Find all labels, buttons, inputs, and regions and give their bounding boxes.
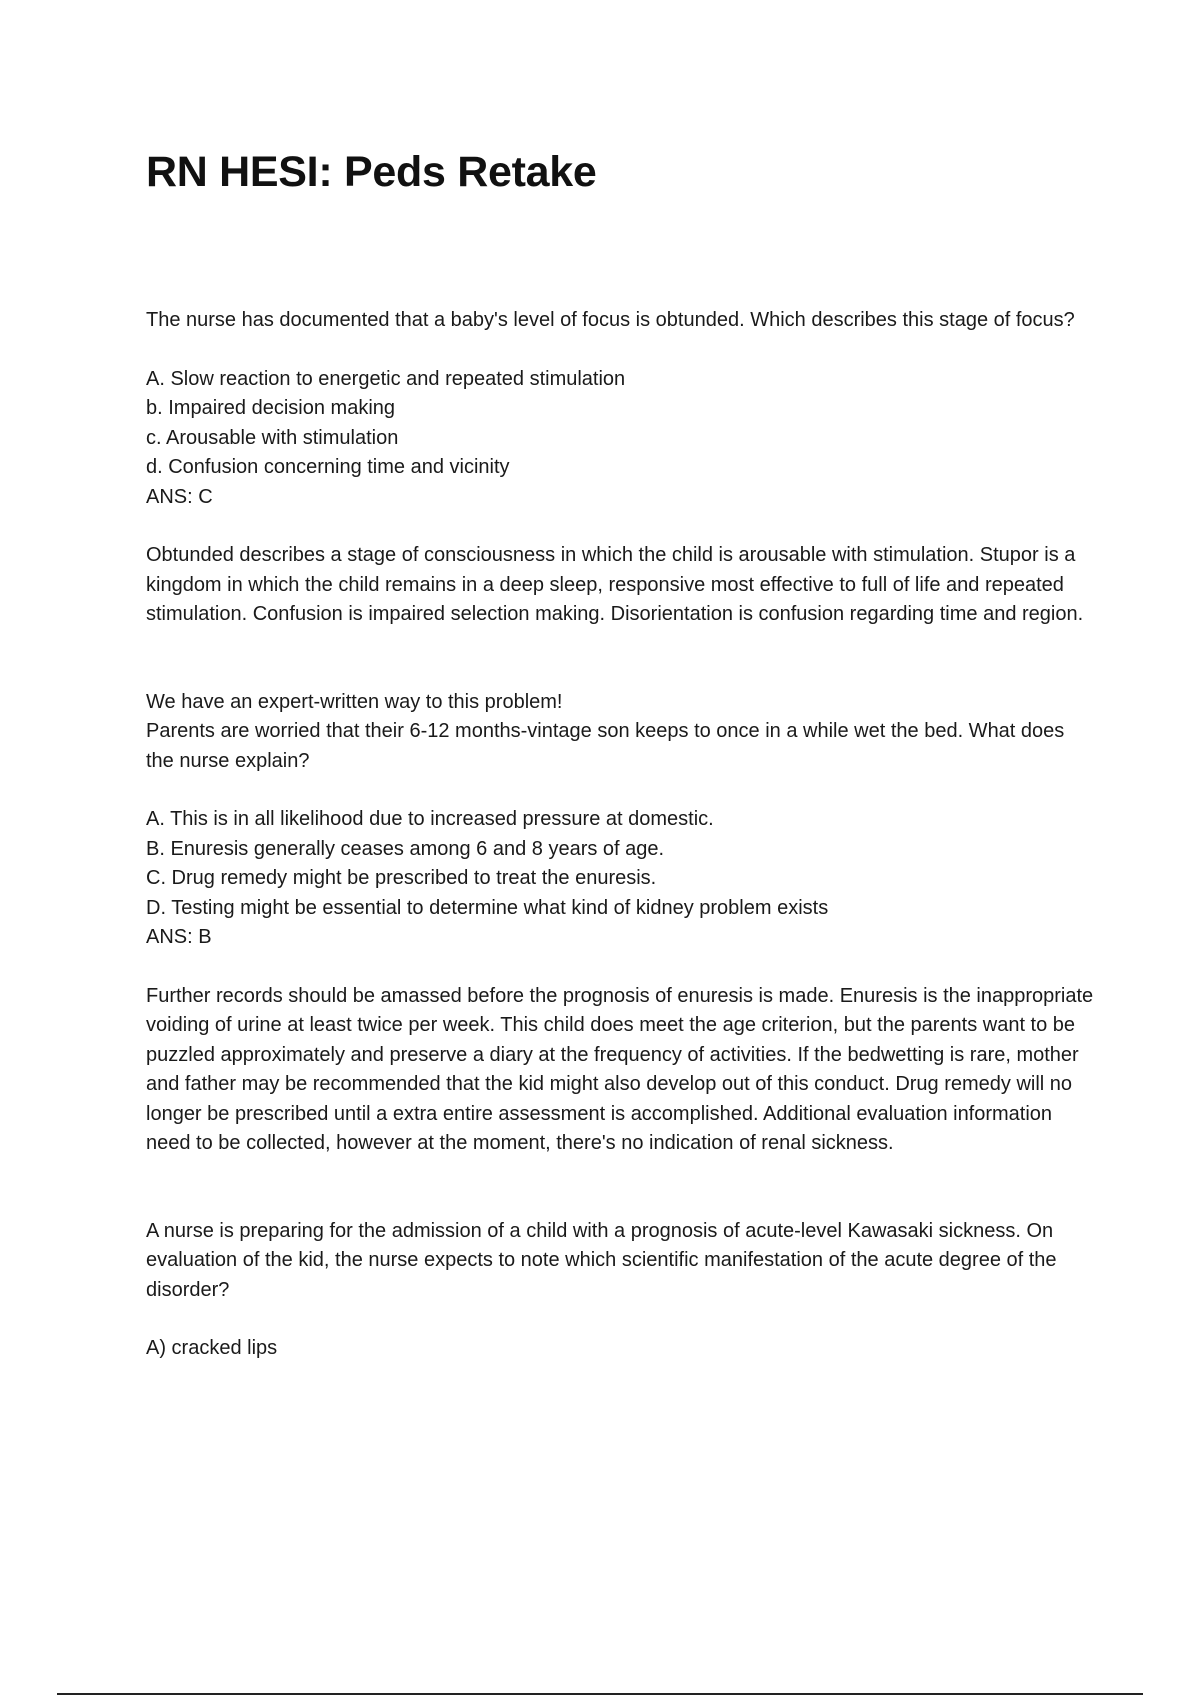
question-intro: We have an expert-written way to this problem! [146, 690, 563, 713]
question-stem: The nurse has documented that a baby's level of focus is obtunded. Which describes this stage of focus? [146, 309, 1075, 331]
answer-option-d: D. Testing might be essential to determine what kind of kidney problem exists [146, 896, 829, 919]
page-title: RN HESI: Peds Retake [146, 148, 597, 196]
question-3 [146, 1217, 1096, 1364]
answer-key: ANS: B [146, 926, 212, 948]
question-stem: Parents are worried that their 6-12 months-vintage son keeps to once in a while wet the bed. What does the nurse explain? [146, 720, 1065, 772]
document-content [146, 306, 1096, 1364]
answer-option-d: d. Confusion concerning time and vicinity [146, 456, 510, 478]
answer-key: ANS: C [146, 485, 213, 508]
rationale: Further records should be amassed before the prognosis of enuresis is made. Enuresis is the inappropriate voiding of urine at least twice per week. This child does meet the age criterion, but the parents want to be puzzled approximately and preserve a diary at the frequency of activities. If the bedwetting is rare, mother and father may be recommended that the kid might also develop out of this conduct. Drug remedy will no longer be prescribed until a extra entire assessment is accomplished. Additional evaluation information need to be collected, however at the moment, there's no indication of renal sickness. [146, 984, 1094, 1154]
page-bottom-rule [57, 1693, 1143, 1695]
answer-option-a: A) cracked lips [146, 1337, 278, 1359]
answer-option-b: b. Impaired decision making [146, 397, 396, 419]
question-2 [146, 688, 1096, 1159]
answer-option-b: B. Enuresis generally ceases among 6 and 8 years of age. [146, 837, 665, 860]
answer-option-c: c. Arousable with stimulation [146, 426, 399, 449]
answer-option-c: C. Drug remedy might be prescribed to treat the enuresis. [146, 867, 657, 889]
answer-option-a: A. This is in all likelihood due to increased pressure at domestic. [146, 808, 714, 830]
rationale: Obtunded describes a stage of consciousness in which the child is arousable with stimulation. Stupor is a kingdom in which the child remains in a deep sleep, responsive most effective to full of life and repeated stimulation. Confusion is impaired selection making. Disorientation is confusion regarding time and region. [146, 544, 1084, 625]
question-1 [146, 306, 1096, 630]
answer-option-a: A. Slow reaction to energetic and repeated stimulation [146, 367, 626, 390]
question-stem: A nurse is preparing for the admission of a child with a prognosis of acute-level Kawasaki sickness. On evaluation of the kid, the nurse expects to note which scientific manifestation of the acute degree of the disorder? [146, 1219, 1057, 1301]
